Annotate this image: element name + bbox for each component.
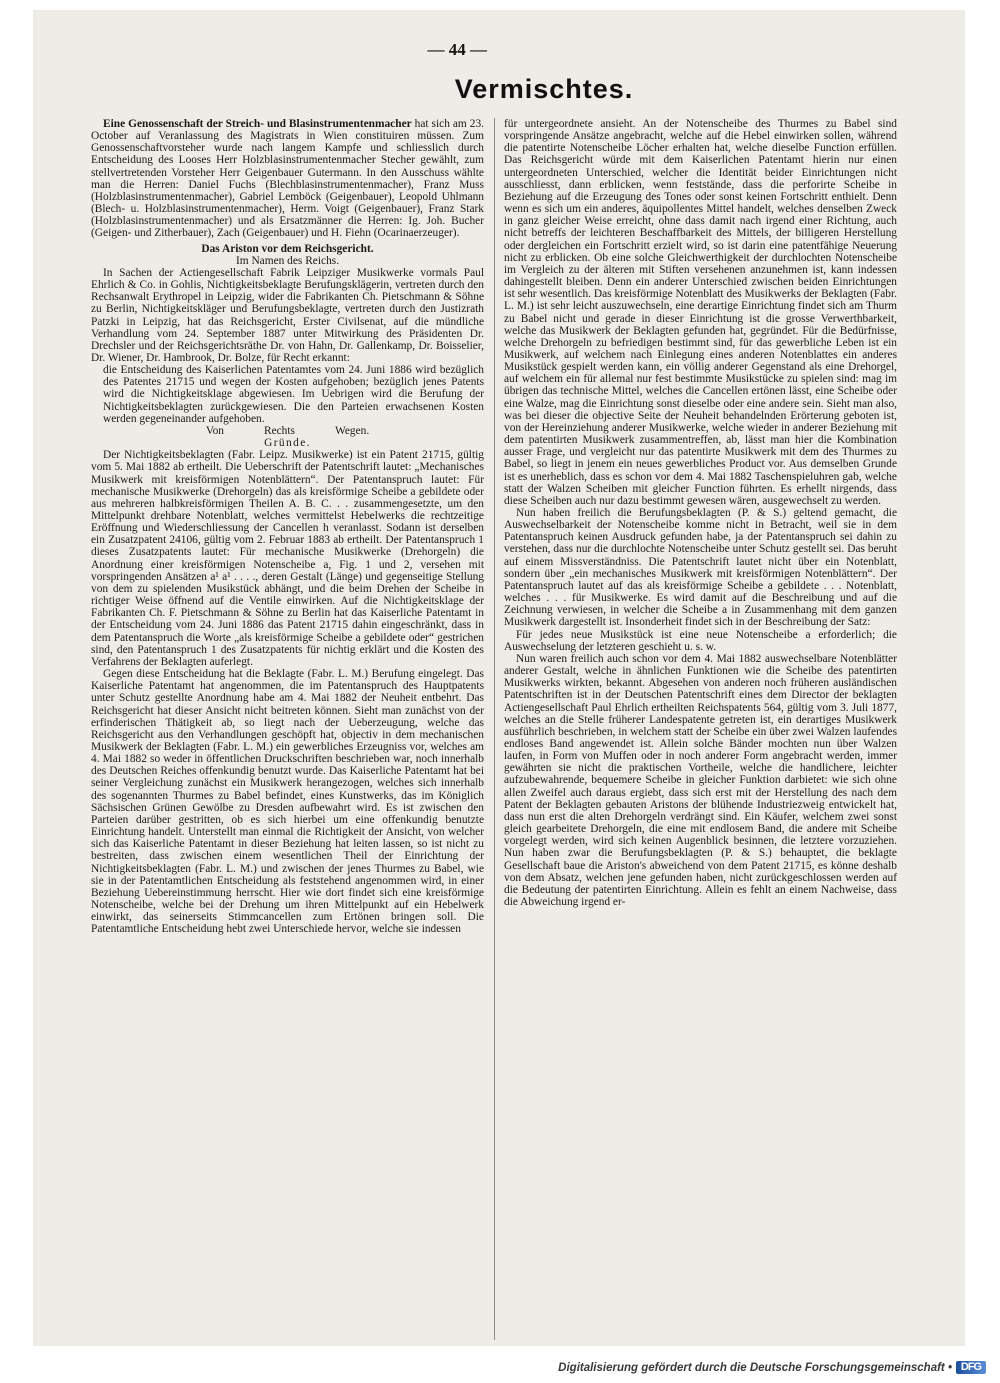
column-divider <box>494 118 495 1340</box>
article-paragraph: Nun waren freilich auch schon vor dem 4. Mai 1882 auswechselbare Notenblätter anderer Gestalt, welche in ähnlichen Funktionen wie die Scheibe des patentirten Musikwerks wirkten, bekannt. Abgesehen von anderen noch früheren ausländischen Patentschriften ist in der Deutschen Patentschrift eines dem Director der beklagten Actiengesellschaft Paul Ehrlich ertheilten Reichspatents 564, gültig vom 3. Juli 1877, welches an die Stelle früherer Landespatente getreten ist, ein derartiges Musikwerk ausführlich beschrieben, in welchem statt der Scheibe ein über zwei Walzen laufendes endloses Band angewendet ist. Allein solche Bänder mochten nun über Walzen laufen, in Form von Muffen oder in noch anderer Form angebracht werden, immer gewährten sie nicht die praktischen Vortheile, welche die handlichere, leichter aufzubewahrende, bequemere Scheibe in gleicher Funktion darbietet: wie sich ohne allen Zweifel auch daraus ergiebt, dass sich erst mit der Herstellung des nach dem Patent der Beklagten gebauten Aristons der blühende Industriezweig entwickelt hat, dass nun erst die alten Drehorgeln verdrängt sind. Ein Käufer, welchem zwei sonst gleich gearbeitete Drehorgeln, die eine mit endlosem Band, die andere mit Scheibe vorgelegt werden, wird sich keinen Augenblick besinnen, die letztere vorzuziehen. Nun haben zwar die Berufungsbeklagten (P. & S.) behauptet, die beklagte Gesellschaft baue die Ariston's abweichend von dem Patent 21715, es könne deshalb von dem Absatz, welchen jene gefunden haben, nicht zurückgeschlossen werden auf die Bedeutung der patentirten Einrichtung. Allein es fehlt an einem Nachweise, dass die Abweichung irgend er- <box>504 652 897 908</box>
article-paragraph: Für jedes neue Musikstück ist eine neue Notenscheibe a erforderlich; die Auswechselung der letzteren geschieht u. s. w. <box>504 628 897 653</box>
article-paragraph <box>91 118 484 240</box>
article-paragraph: Nun haben freilich die Berufungsbeklagten (P. & S.) geltend gemacht, die Auswechselbarkeit der Notenscheibe komme nicht in Betracht, weil sie in dem Patentanspruch keinen Ausdruck gefunden habe, ja der Patentanspruch sei dahin zu verstehen, dass nur die durchlochte Notenscheibe unter Schutz gestellt sei. Das beruht auf einem Missverständniss. Die Patentschrift lautet nicht über ein Notenblatt, sondern über „ein mechanisches Musikwerk mit kreisförmigen Notenblättern“. Der Patentanspruch lautet auf das als kreisförmige Scheibe a gebildete . . . Notenblatt, welches . . . für Musikwerke. Es wird damit auf die Beschreibung und auf die Zeichnung verwiesen, in welcher die Scheibe a in Zusammenhang mit dem ganzen Musikwerk dargestellt ist. Insonderheit findet sich in der Beschreibung der Satz: <box>504 507 897 629</box>
article-paragraph: Gegen diese Entscheidung hat die Beklagte (Fabr. L. M.) Berufung eingelegt. Das Kaiserliche Patentamt hat angenommen, die im Patentanspruch des Hauptpatents unter Schutz gestellte Anordnung habe am 4. Mai 1882 der Neuheit entbehrt. Das Reichsgericht hat dieser Ansicht nicht beitreten können. Sieht man zunächst von der erfinderischen Thätigkeit ab, so liegt nach der Ueberzeugung, welche das Reichsgericht aus den Verhandlungen geschöpft hat, objectiv in dem mechanischen Musikwerk der Beklagten (Fabr. L. M.) ein gewerbliches Erzeugniss vor, welches am 4. Mai 1882 so weder in öffentlichen Druckschriften beschrieben war, noch innerhalb des Deutschen Reiches offenkundig benutzt wurde. Das Kaiserliche Patentamt hat bei seiner Vergleichung zunächst ein Musikwerk herangezogen, welches sich innerhalb des sogenannten Thurmes zu Babel befindet, eines Kunstwerks, das im Königlich Sächsischen Grünen Gewölbe zu Dresden aufbewahrt wird. Es ist zwischen den Parteien darüber gestritten, ob es sich hierbei um eine offenkundig benutzte Einrichtung handelt. Unterstellt man einmal die Richtigkeit der Ansicht, von welcher sich das Kaiserliche Patentamt in dieser Beziehung hat leiten lassen, so ist nicht zu bestreiten, dass zwischen einem wesentlichen Theil der Einrichtung der Nichtigkeitsbeklagten (Fabr. L. M.) und zwischen der jenes Thurmes zu Babel, wie sie in der Patentamtlichen Entscheidung als feststehend angenommen wird, in einer Beziehung Uebereinstimmung herrscht. Hier wie dort findet sich eine kreisförmige Notenscheibe, welche bei der Drehung um ihren Mittelpunkt auf ein Hebelwerk einwirkt, das seinerseits Stimmcancellen zum Ertönen bringen soll. Die Patentamtliche Entscheidung hebt zwei Unterschiede hervor, welche sie indessen <box>91 668 484 936</box>
article-heading: Das Ariston vor dem Reichsgericht. <box>201 242 374 255</box>
article-lead-heading: Eine Genossenschaft der Streich- und Blasinstrumentenmacher <box>103 118 412 130</box>
right-column <box>504 118 897 908</box>
footer-credit <box>558 1361 986 1374</box>
dfg-logo <box>956 1361 986 1374</box>
article-paragraph: In Sachen der Actiengesellschaft Fabrik Leipziger Musikwerke vormals Paul Ehrlich & Co. in Gohlis, Nichtigkeitsbeklagte Berufungsklägerin, vertreten durch den Rechsanwalt Erythropel in Leipzig, wider die Fabrikanten Ch. Pietschmann & Söhne zu Berlin, Nichtigkeitskläger und Berufungsbeklagte, vertreten durch den Justizrath Patzki in Leipzig, hat das Reichsgericht, Erster Civilsenat, auf die mündliche Verhandlung vom 24. September 1887 unter Mitwirkung des Präsidenten Dr. Drechsler und der Reichsgerichtsräthe Dr. von Hahn, Dr. Gallenkamp, Dr. Boisselier, Dr. Wiener, Dr. Hambrook, Dr. Bolze, für Recht erkannt: <box>91 266 484 364</box>
verdict-formula-word: Von <box>205 424 224 437</box>
left-column <box>91 118 484 935</box>
reasons-heading: Gründe. <box>264 437 311 450</box>
footer-text: Digitalisierung gefördert durch die Deutsche Forschungsgemeinschaft • <box>558 1361 952 1374</box>
section-title: Vermischtes. <box>454 74 634 104</box>
article-subheading: Im Namen des Reichs. <box>235 254 340 267</box>
dfg-logo-text: DFG <box>960 1361 982 1373</box>
article-lead-text: hat sich am 23. October auf Veranlassung des Magistrats in Wien constituiren müssen. Zum Genossenschaftvorsteher wurde nach langem Kampfe und schliesslich durch Entscheidung des Looses Herr Holzblasinstrumentenmacher Stecher gewählt, zum stellvertretenden Vorsteher Herr Geigenbauer Gutermann. In den Ausschuss wählte man die Herren: Daniel Fuchs (Blechblasinstrumentenmacher), Franz Muss (Holzblasinstrumentenmacher), Gabriel Lemböck (Geigenbauer), Leopold Uhlmann (Blech- u. Holzblasinstrumentenmacher), Herm. Voigt (Geigenbauer), Franz Stark (Holzblasinstrumentenmacher) und als Ersatzmänner die Herren: Ig. Joh. Bucher (Geigen- und Zitherbauer), Zach (Geigenbauer) und H. Fiehn (Ocarinaerzeuger). <box>91 118 484 240</box>
verdict-formula-word: Wegen. <box>334 424 370 437</box>
verdict-formula <box>91 425 484 437</box>
verdict-formula-word: Rechts <box>263 424 295 437</box>
article-paragraph: Der Nichtigkeitsbeklagten (Fabr. Leipz. Musikwerke) ist ein Patent 21715, gültig vom 5. Mai 1882 ab ertheilt. Die Ueberschrift der Patentschrift lautet: „Mechanisches Musikwerk mit kreisförmigen Notenblättern“. Der Patentanspruch lautet: Für mechanische Musikwerke (Drehorgeln) das als kreisförmige Scheibe a gebildete oder aus mehreren halbkreisförmigen Theilen A. B. C. . . zusammengesetzte, um den Mittelpunkt drehbare Notenblatt, welches vermittelst Hebelwerks die rechtzeitige Eröffnung und Wiederschliessung der Cancellen h veranlasst. Sodann ist derselben ein Zusatzpatent 24106, gültig vom 2. Februar 1883 ab ertheilt. Der Patentanspruch 1 dieses Zusatzpatents lautet: Für mechanische Musikwerke (Drehorgeln) die Anordnung einer kreisförmigen Notenscheibe a, Fig. 1 und 2, versehen mit vorspringenden Ansätzen a¹ a¹ . . . ., deren Gestalt (Länge) und gegenseitige Stellung von dem zu spielenden Musikstück abhängt, und die beim Drehen der Scheibe in richtiger Weise öffnend auf die Ventile einwirken. Auf die Nichtigkeitsklage der Fabrikanten Ch. F. Pietschmann & Söhne zu Berlin hat das Kaiserliche Patentamt in der Entscheidung vom 24. Juni 1886 das Patent 21715 dahin eingeschränkt, dass in dem Patentanspruch die Worte „als kreisförmige Scheibe a gebildete oder“ gestrichen sind, den Patentanspruch 1 des Zusatzpatents für nichtig erklärt und die Kosten des Verfahrens der Beklagten auferlegt. <box>91 449 484 668</box>
page-number: — 44 — <box>427 40 487 59</box>
scanned-page <box>33 10 965 1346</box>
article-paragraph: für untergeordnete ansieht. An der Notenscheibe des Thurmes zu Babel sind vorspringende Ansätze angebracht, welche auf die Hebel einwirken sollen, während die patentirte Notenscheibe Löcher erhalten hat, welche dieselbe Function erfüllen. Das Reichsgericht würde mit dem Kaiserlichen Patentamt hierin nur einen untergeordneten Unterschied, welcher die Identität beider Einrichtungen nicht ausschliesst, dann erblicken, wenn feststände, dass die perforirte Scheibe in Beziehung auf die Erzeugung des Tones oder sonst keinen Fortschritt enthielt. Denn wenn es sich um ein anderes, äquipollentes Mittel handelt, welches denselben Zweck in ganz gleicher Weise erreicht, ohne dass damit nach irgend einer Richtung, auch nicht betreffs der leichteren Beschaffbarkeit des Mittels, der billigeren Herstellung oder dergleichen ein Fortschritt erzielt wird, so ist darin eine patentfähige Neuerung nicht zu erblicken. Ob eine solche Gleichwerthigkeit der durchlochten Notenscheibe im Vergleich zu der älteren mit Stiften versehenen anzunehmen ist, kann indessen dahingestellt bleiben. Denn ein anderer Unterschied zwischen beiden Einrichtungen ist sehr wesentlich. Das kreisförmige Notenblatt des Musikwerks der Beklagten (Fabr. L. M.) ist sehr leicht auszuwechseln, eine derartige Einrichtung findet sich am Thurm zu Babel nicht und gerade in dieser Einrichtung ist die grosse Verwerthbarkeit, welche das Musikwerk der Beklagten gefunden hat, gegründet. Für die Bedürfnisse, welche Drehorgeln zu befriedigen bestimmt sind, für das gewerbliche Leben ist ein Musikwerk, auf welchem nach Einlegung eines anderen Notenblattes ein anderes Musikstück gespielt werden kann, ein völlig anderer Gegenstand als eine Drehorgel, auf welchem ein für allemal nur fest bestimmte Musikstücke zu spielen sind: mag im übrigen das technische Mittel, welches die Cancellen ertönen lässt, eine Scheibe oder eine Walze, mag die Einrichtung sonst dieselbe oder eine andere sein. Sieht man also, was bei dieser die objective Seite der Neuheit behandelnden Erörterung geboten ist, von der Hereinziehung anderer Musikwerke, welche wieder in anderer Beziehung mit dem patentirten Musikwerk zusammentreffen, ab, lässt man hier die Kombination ausser Frage, und vergleicht nur das patentirte Musikwerk mit dem des Thurmes zu Babel, so liegt in jenem ein neues gewerbliches Product vor. Aus demselben Grunde ist es unerheblich, dass es schon vor dem 4. Mai 1882 Taschenspieluhren gab, welche statt der Walzen Scheiben mit gleicher Function führten. Es erhellt nirgends, dass diese Scheiben auch nur dazu bestimmt gewesen wären, ausgewechselt zu werden. <box>504 118 897 507</box>
verdict-text: die Entscheidung des Kaiserlichen Patentamtes vom 24. Juni 1886 wird bezüglich des Patentes 21715 und wegen der Kosten aufgehoben; bezüglich jenes Patents wird die Nichtigkeitsklage abgewiesen. Im Uebrigen wird die Berufung der Nichtigkeitsbeklagten zurückgewiesen. Die den Parteien erwachsenen Kosten werden gegeneinander aufgehoben. <box>103 364 484 425</box>
